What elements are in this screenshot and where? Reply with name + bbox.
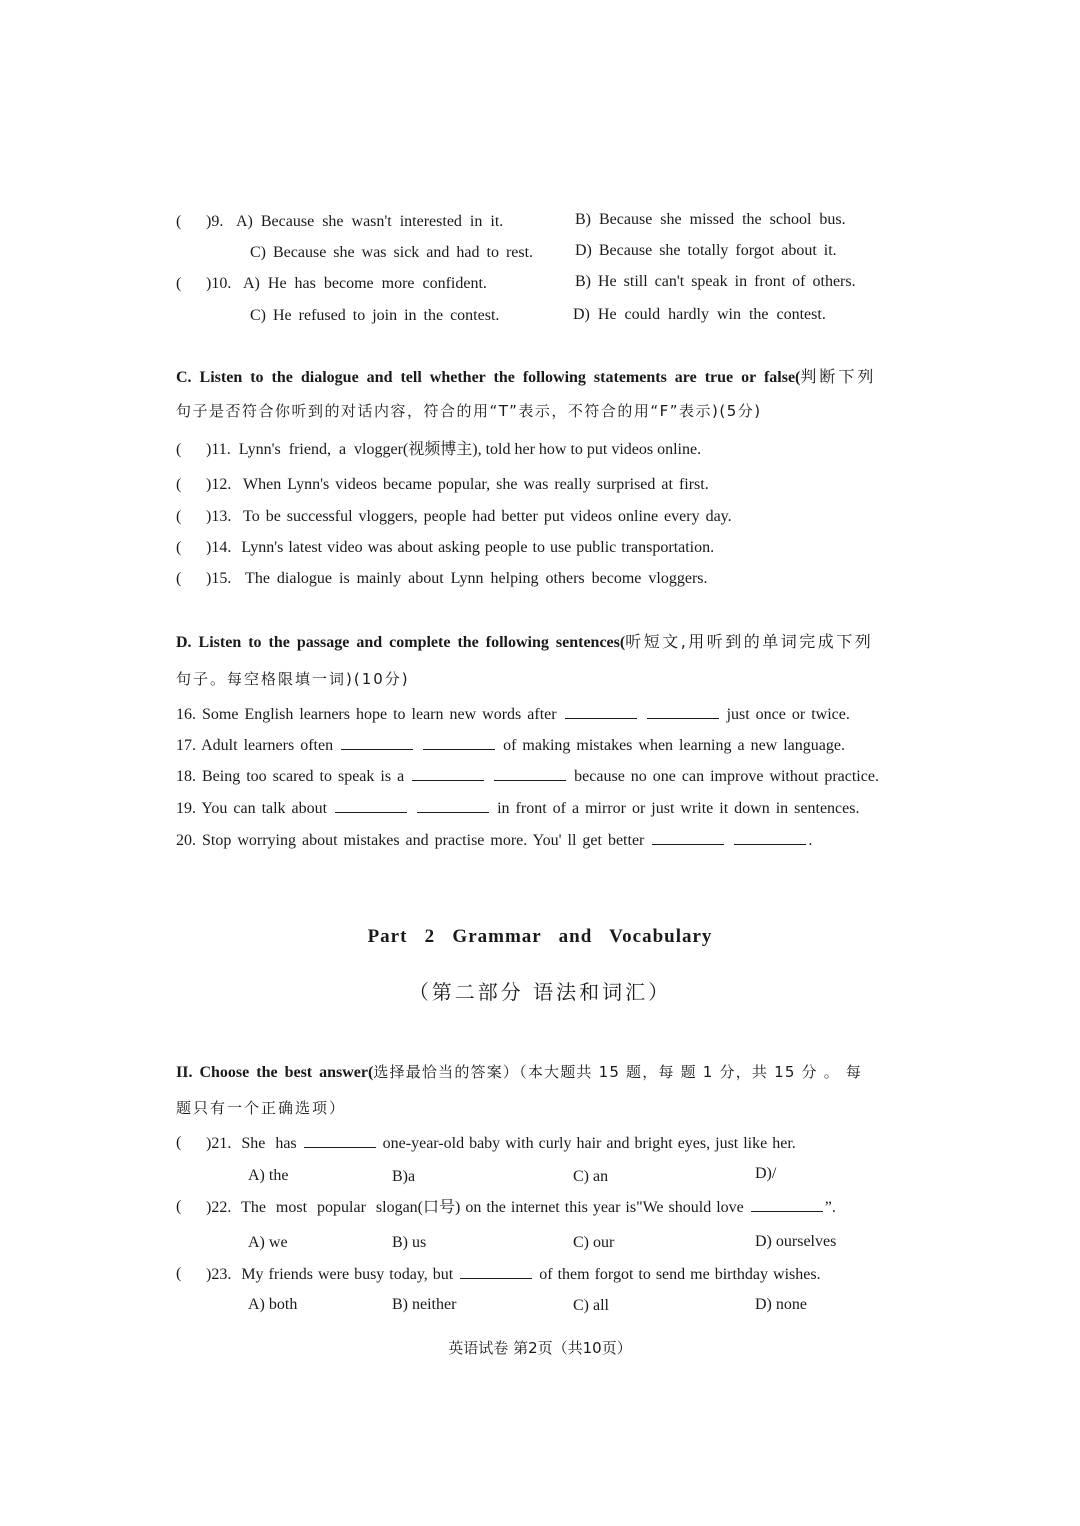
q23-option-c: C) all [573, 1297, 609, 1314]
q21-option-b: B)a [392, 1168, 416, 1185]
d-s19-post: in front of a mirror or just write it down in sentences. [497, 800, 860, 817]
c-q12: )12. When Lynn's videos became popular, she was really surprised at first. [206, 476, 709, 493]
q10-option-c: C) He refused to join in the contest. [250, 307, 500, 324]
d-s18-blank-1[interactable] [412, 766, 484, 781]
section-ii-title-cont: 题只有一个正确选项） [176, 1099, 347, 1117]
d-s17-blank-1[interactable] [341, 735, 413, 750]
section-d-title-cn1: 听短文,用听到的单词完成下列 [625, 632, 874, 651]
c-q13-paren: ( [176, 508, 182, 525]
section-ii-title-en: II. Choose the best answer( [176, 1064, 374, 1081]
q9-option-b: B) Because she missed the school bus. [575, 211, 846, 228]
d-s19-blank-2[interactable] [417, 798, 489, 813]
q21-post: one-year-old baby with curly hair and bright eyes, just like her. [382, 1135, 796, 1152]
section-c-title-cont: 句子是否符合你听到的对话内容，符合的用“T”表示，不符合的用“F”表示)(5分) [176, 402, 762, 420]
q9-num: )9. [206, 213, 224, 230]
d-s17-blank-2[interactable] [423, 735, 495, 750]
q21-option-c: C) an [573, 1168, 609, 1185]
d-s19 [176, 798, 859, 819]
q23-blank[interactable] [460, 1264, 532, 1279]
q21-stem [206, 1133, 796, 1154]
q10-option-a: A) He has become more confident. [243, 275, 487, 292]
q9-paren: ( [176, 213, 182, 230]
q10-num: )10. [206, 275, 232, 292]
c-q11: )11. Lynn's friend, a vlogger(视频博主), told her how to put videos online. [206, 441, 702, 458]
d-s18 [176, 766, 879, 787]
q22-option-d: D) ourselves [755, 1233, 837, 1250]
d-s19-pre: 19. You can talk about [176, 800, 328, 817]
d-s17-post: of making mistakes when learning a new language. [503, 737, 845, 754]
q23-option-d: D) none [755, 1296, 807, 1313]
d-s16 [176, 704, 850, 725]
d-s20 [176, 830, 812, 851]
section-c-title-cn1: 判断下列 [800, 367, 877, 386]
d-s18-post: because no one can improve without practice. [574, 768, 879, 785]
q23-option-a: A) both [248, 1296, 298, 1313]
q23-paren: ( [176, 1265, 182, 1282]
c-q14-paren: ( [176, 539, 182, 556]
q22-option-c: C) our [573, 1234, 615, 1251]
q9-option-d: D) Because she totally forgot about it. [575, 242, 837, 259]
q22-stem [206, 1197, 836, 1218]
q21-pre: )21. She has [206, 1135, 297, 1152]
q23-stem [206, 1264, 821, 1285]
q22-paren: ( [176, 1198, 182, 1215]
section-ii-title-cn1: 选择最恰当的答案）（本大题共 15 题，每 题 1 分，共 15 分 。 每 [373, 1063, 863, 1081]
q23-pre: )23. My friends were busy today, but [206, 1266, 454, 1283]
section-d-title [176, 632, 873, 653]
q22-post: ”. [824, 1199, 836, 1216]
d-s16-post: just once or twice. [726, 706, 850, 723]
section-d-title-cont: 句子。每空格限填一词)(10分) [176, 670, 410, 688]
d-s16-pre: 16. Some English learners hope to learn new words after [176, 706, 557, 723]
c-q13: )13. To be successful vloggers, people had better put videos online every day. [206, 508, 732, 525]
q22-option-b: B) us [392, 1234, 427, 1251]
q10-option-b: B) He still can't speak in front of others. [575, 273, 856, 290]
q22-option-a: A) we [248, 1234, 288, 1251]
d-s18-pre: 18. Being too scared to speak is a [176, 768, 405, 785]
d-s19-blank-1[interactable] [335, 798, 407, 813]
q23-option-b: B) neither [392, 1296, 457, 1313]
q21-paren: ( [176, 1134, 182, 1151]
part2-title: Part 2 Grammar and Vocabulary [367, 926, 713, 947]
c-q11-paren: ( [176, 441, 182, 458]
q21-option-a: A) the [248, 1167, 289, 1184]
q10-option-d: D) He could hardly win the contest. [573, 306, 826, 323]
d-s20-blank-1[interactable] [652, 830, 724, 845]
q10-paren: ( [176, 275, 182, 292]
d-s16-blank-1[interactable] [565, 704, 637, 719]
q23-post: of them forgot to send me birthday wishes. [539, 1266, 821, 1283]
d-s16-blank-2[interactable] [647, 704, 719, 719]
q21-option-d: D)/ [755, 1165, 777, 1182]
section-c-title-en: C. Listen to the dialogue and tell whether the following statements are true or false( [176, 369, 801, 386]
section-ii-title [176, 1062, 862, 1083]
d-s18-blank-2[interactable] [494, 766, 566, 781]
d-s20-post: . [808, 832, 813, 849]
q22-pre: )22. The most popular slogan(口号) on the internet this year is"We should love [206, 1199, 744, 1216]
section-d-title-en: D. Listen to the passage and complete the following sentences( [176, 634, 626, 651]
q22-blank[interactable] [751, 1197, 823, 1212]
part2-subtitle: （第二部分 语法和词汇） [408, 980, 672, 1004]
q9-option-c: C) Because she was sick and had to rest. [250, 244, 534, 261]
section-c-title [176, 367, 876, 388]
c-q14: )14. Lynn's latest video was about asking people to use public transportation. [206, 539, 715, 556]
c-q12-paren: ( [176, 476, 182, 493]
c-q15: )15. The dialogue is mainly about Lynn helping others become vloggers. [206, 570, 708, 587]
d-s17-pre: 17. Adult learners often [176, 737, 334, 754]
d-s17 [176, 735, 845, 756]
c-q15-paren: ( [176, 570, 182, 587]
d-s20-pre: 20. Stop worrying about mistakes and practise more. You' ll get better [176, 832, 645, 849]
page-footer: 英语试卷 第2页（共10页） [448, 1339, 632, 1357]
q9-option-a: A) Because she wasn't interested in it. [236, 213, 504, 230]
q21-blank[interactable] [304, 1133, 376, 1148]
d-s20-blank-2[interactable] [734, 830, 806, 845]
